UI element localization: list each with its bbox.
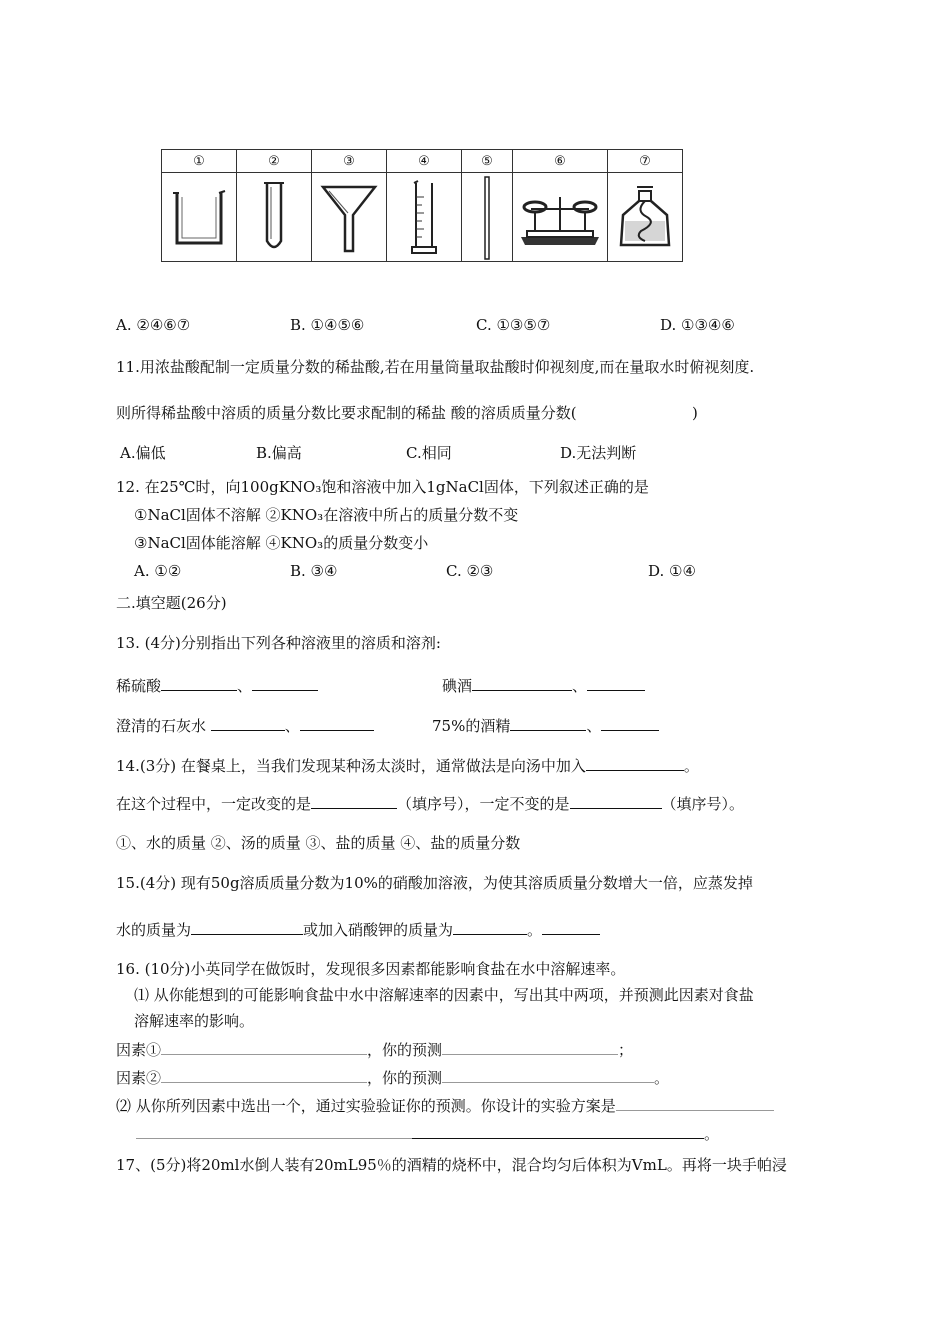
q15-blank-1[interactable] [191, 920, 303, 935]
q14-choices: ①、水的质量 ②、汤的质量 ③、盐的质量 ④、盐的质量分数 [116, 834, 521, 852]
q13-row-2a [116, 716, 374, 735]
q13-blank-3[interactable] [472, 676, 572, 691]
q16-part1-line1: ⑴ 从你能想到的可能影响食盐中水中溶解速率的因素中，写出其中两项，并预测此因素对食盐 [134, 986, 754, 1004]
q11-stem-line2: 则所得稀盐酸中溶质的质量分数比要求配制的稀盐 酸的溶质质量分数( [116, 404, 577, 422]
q12-option-a[interactable]: A. ①② [134, 562, 182, 580]
q16-blank-6[interactable] [136, 1124, 412, 1139]
q16-factor-1-label: 因素① [116, 1041, 162, 1059]
q14-stem: 14.(3分) 在餐桌上，当我们发现某种汤太淡时，通常做法是向汤中加入 [116, 757, 586, 775]
q17-line1: 17、(5分)将20ml水倒人装有20mL95％的酒精的烧杯中，混合均匀后体积为VmL。再将一块手帕浸 [116, 1156, 787, 1174]
q12-option-c[interactable]: C. ②③ [446, 562, 494, 580]
glass-rod-icon [462, 173, 513, 262]
apparatus-label: ① [162, 150, 237, 173]
period: 。 [527, 921, 543, 939]
q12-stem: 12. 在25℃时，向100gKNO₃饱和溶液中加入1gNaCl固体，下列叙述正确的是 [116, 478, 649, 496]
q10-option-b[interactable]: B. ①④⑤⑥ [290, 316, 365, 334]
test-tube-icon [237, 173, 312, 262]
period: 。 [654, 1069, 670, 1087]
alcohol-lamp-icon [608, 173, 683, 262]
q14-blank-2[interactable] [311, 794, 397, 809]
q16-stem: 16. (10分)小英同学在做饭时，发现很多因素都能影响食盐在水中溶解速率。 [116, 960, 626, 978]
balance-icon [513, 173, 608, 262]
q13-row-2b [432, 716, 659, 735]
q14-text-a: 在这个过程中，一定改变的是 [116, 795, 312, 813]
q11-option-c[interactable]: C.相同 [406, 444, 452, 462]
q10-option-c[interactable]: C. ①③⑤⑦ [476, 316, 551, 334]
q15-line1: 15.(4分) 现有50g溶质质量分数为10%的硝酸加溶液，为使其溶质质量分数增大一倍，应蒸发掉 [116, 874, 753, 892]
q13-blank-2[interactable] [252, 676, 318, 691]
apparatus-label: ② [237, 150, 312, 173]
q16-part2-cont [136, 1124, 719, 1143]
q16-blank-7[interactable] [412, 1124, 704, 1139]
q12-option-d[interactable]: D. ①④ [648, 562, 696, 580]
graduated-cylinder-icon [387, 173, 462, 262]
q11-option-d[interactable]: D.无法判断 [560, 444, 637, 462]
q12-statement-1: ①NaCl固体不溶解 ②KNO₃在溶液中所占的质量分数不变 [134, 506, 519, 524]
apparatus-label: ③ [312, 150, 387, 173]
q16-blank-1[interactable] [161, 1040, 367, 1055]
q13-row-1b [442, 676, 645, 695]
q16-blank-3[interactable] [161, 1068, 367, 1083]
q16-factor-2-row [116, 1068, 669, 1087]
q13-item-dilute-sulfuric: 稀硫酸 [116, 677, 162, 695]
q14-line2 [116, 794, 744, 813]
apparatus-label: ⑥ [513, 150, 608, 173]
q13-row-1a [116, 676, 318, 695]
q15-blank-3[interactable] [542, 920, 600, 935]
apparatus-label: ⑦ [608, 150, 683, 173]
q16-predict-label: ，你的预测 [367, 1041, 443, 1059]
beaker-icon [162, 173, 237, 262]
q13-stem: 13. (4分)分别指出下列各种溶液里的溶质和溶剂: [116, 634, 441, 652]
q13-item-iodine-tincture: 碘酒 [442, 677, 473, 695]
q11-paren-close: ) [692, 404, 698, 422]
q10-option-d[interactable]: D. ①③④⑥ [660, 316, 735, 334]
q16-factor-1-row [116, 1040, 633, 1059]
q11-option-b[interactable]: B.偏高 [256, 444, 302, 462]
q13-blank-8[interactable] [601, 716, 659, 731]
q16-blank-5[interactable] [616, 1096, 774, 1111]
q12-option-b[interactable]: B. ③④ [290, 562, 338, 580]
q13-blank-7[interactable] [510, 716, 586, 731]
separator: 、 [572, 677, 588, 695]
section-heading: 二.填空题(26分) [116, 594, 227, 612]
q13-blank-5[interactable] [211, 716, 285, 731]
q10-option-a[interactable]: A. ②④⑥⑦ [116, 316, 191, 334]
q14-blank-3[interactable] [570, 794, 662, 809]
apparatus-table [161, 149, 683, 262]
q13-blank-4[interactable] [587, 676, 645, 691]
q15-blank-2[interactable] [453, 920, 527, 935]
apparatus-label: ④ [387, 150, 462, 173]
q16-factor-2-label: 因素② [116, 1069, 162, 1087]
q14-blank-1[interactable] [586, 756, 684, 771]
separator: 、 [586, 717, 602, 735]
q16-part2 [116, 1096, 774, 1115]
q13-blank-1[interactable] [161, 676, 237, 691]
q16-part2-text: ⑵ 从你所列因素中选出一个，通过实验验证你的预测。你设计的实验方案是 [116, 1097, 616, 1115]
q14-line1 [116, 756, 699, 775]
q13-item-alcohol: 75%的酒精 [432, 717, 511, 735]
q16-part1-line2: 溶解速率的影响。 [134, 1012, 255, 1030]
q15-line2 [116, 920, 600, 939]
q16-predict-label: ，你的预测 [367, 1069, 443, 1087]
q13-item-limewater: 澄清的石灰水 [116, 717, 207, 735]
q11-stem-line1: 11.用浓盐酸配制一定质量分数的稀盐酸,若在用量筒量取盐酸时仰视刻度,而在量取水时俯视刻度. [116, 358, 755, 376]
q16-blank-2[interactable] [442, 1040, 618, 1055]
q14-text-b: （填序号），一定不变的是 [397, 795, 570, 813]
q14-text-c: （填序号）。 [661, 795, 745, 813]
q15-text-b: 或加入硝酸钾的质量为 [303, 921, 454, 939]
separator: 、 [284, 717, 300, 735]
semicolon: ； [618, 1041, 634, 1059]
q12-statement-2: ③NaCl固体能溶解 ④KNO₃的质量分数变小 [134, 534, 429, 552]
q16-blank-4[interactable] [442, 1068, 654, 1083]
q11-option-a[interactable]: A.偏低 [120, 444, 166, 462]
q15-text-a: 水的质量为 [116, 921, 192, 939]
period: 。 [704, 1125, 720, 1143]
funnel-icon [312, 173, 387, 262]
separator: 、 [237, 677, 253, 695]
period: 。 [683, 757, 699, 775]
q13-blank-6[interactable] [300, 716, 374, 731]
apparatus-label: ⑤ [462, 150, 513, 173]
